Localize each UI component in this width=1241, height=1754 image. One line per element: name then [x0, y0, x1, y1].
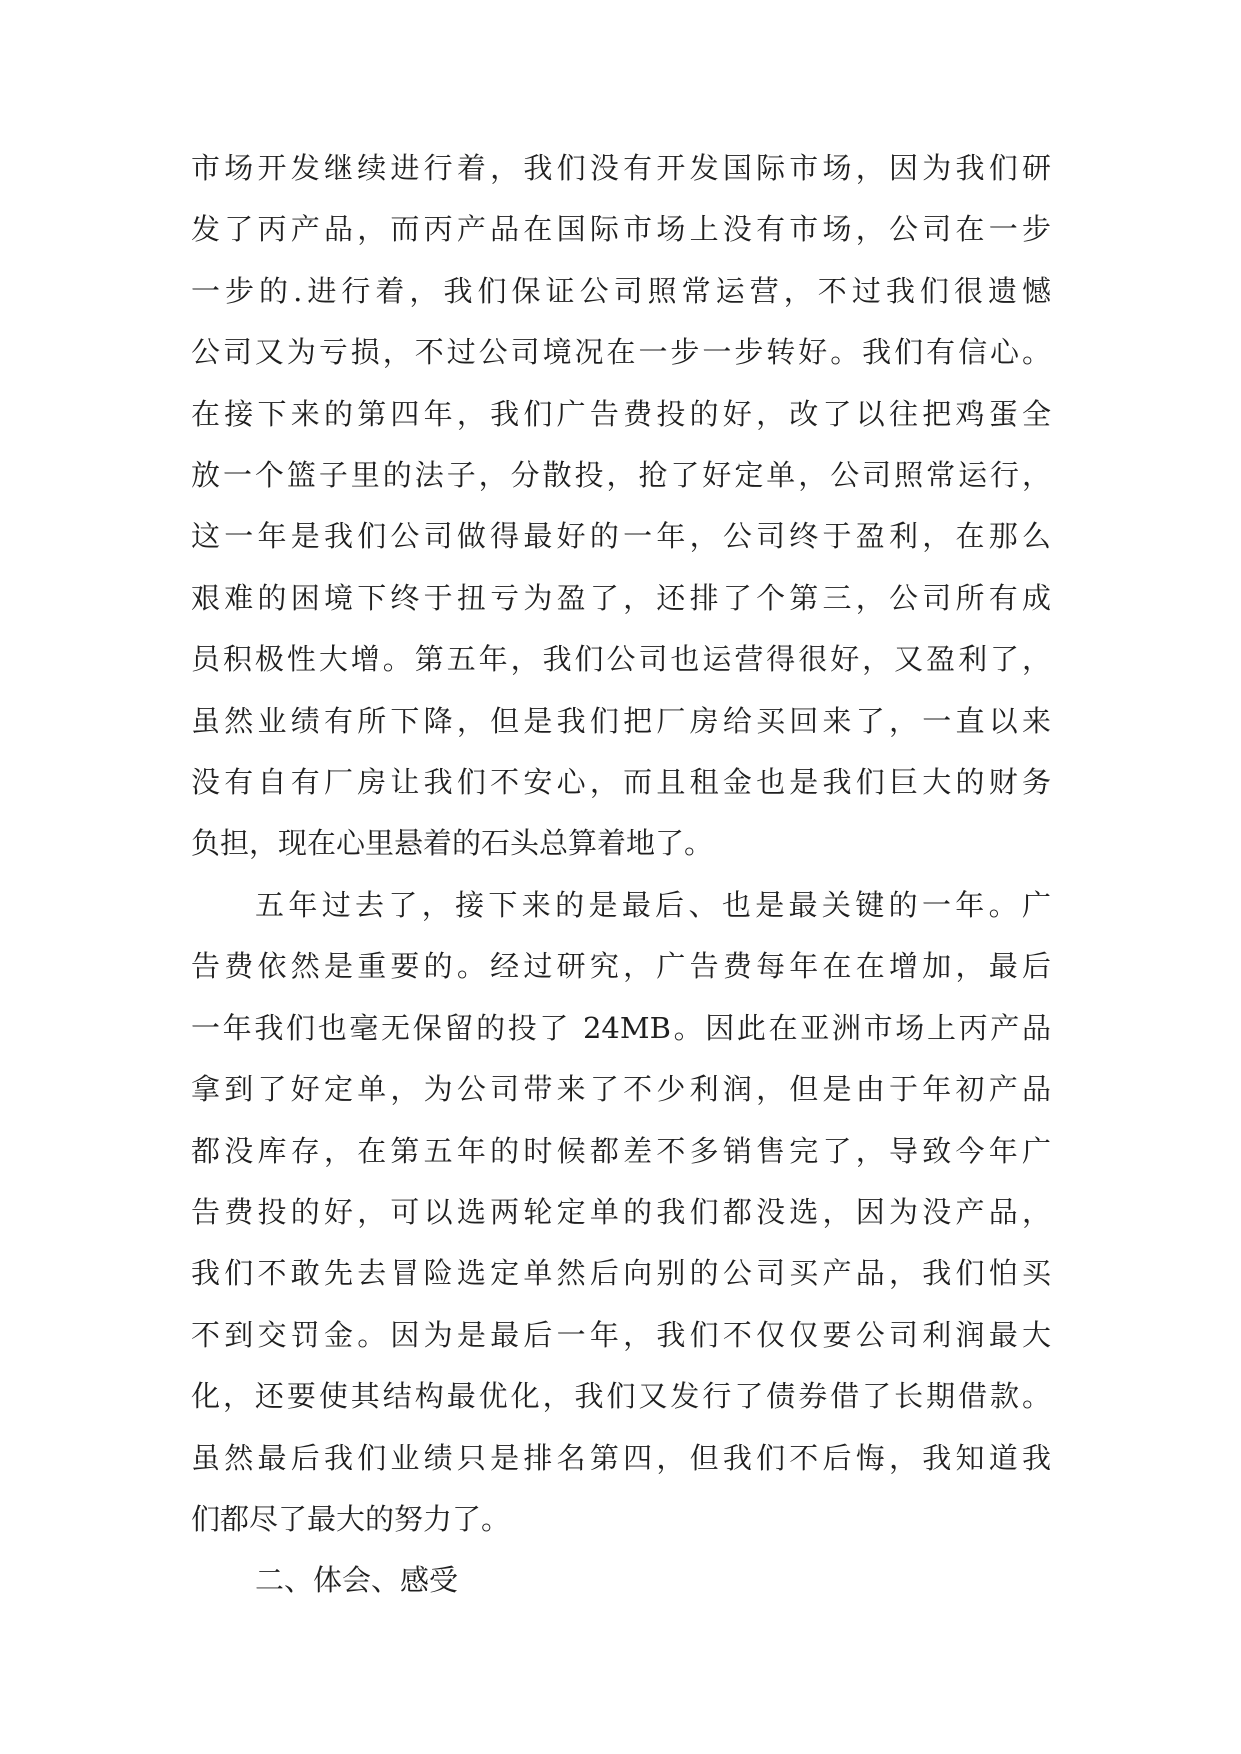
paragraph-1 [191, 138, 1051, 875]
text-line: 一年我们也毫无保留的投了 24MB。因此在亚洲市场上丙产品 [191, 1010, 1051, 1045]
text-line: 都没库存，在第五年的时候都差不多销售完了，导致今年广 [191, 1133, 1051, 1168]
section-heading-text: 二、体会、感受 [255, 1563, 459, 1598]
text-line: 五年过去了，接下来的是最后、也是最关键的一年。广 [255, 887, 1051, 922]
paragraph-2 [191, 875, 1051, 1550]
text-line: 虽然最后我们业绩只是排名第四，但我们不后悔，我知道我 [191, 1440, 1051, 1475]
text-line: 员积极性大增。第五年，我们公司也运营得很好，又盈利了， [191, 642, 1051, 677]
document-body [191, 138, 1051, 1612]
text-line: 艰难的困境下终于扭亏为盈了，还排了个第三，公司所有成 [191, 580, 1051, 615]
text-line: 我们不敢先去冒险选定单然后向别的公司买产品，我们怕买 [191, 1256, 1051, 1291]
text-line: 发了丙产品，而丙产品在国际市场上没有市场，公司在一步 [191, 212, 1051, 247]
text-line: 市场开发继续进行着，我们没有开发国际市场，因为我们研 [191, 151, 1051, 185]
text-line: 不到交罚金。因为是最后一年，我们不仅仅要公司利润最大 [191, 1317, 1051, 1352]
text-line: 化，还要使其结构最优化，我们又发行了债券借了长期借款。 [191, 1379, 1051, 1414]
text-line: 公司又为亏损，不过公司境况在一步一步转好。我们有信心。 [191, 335, 1051, 370]
text-line: 一步的.进行着，我们保证公司照常运营，不过我们很遗憾 [191, 273, 1051, 308]
text-line: 负担，现在心里悬着的石头总算着地了。 [191, 826, 714, 861]
text-line: 没有自有厂房让我们不安心，而且租金也是我们巨大的财务 [191, 765, 1051, 800]
section-heading [191, 1550, 1051, 1611]
text-line: 虽然业绩有所下降，但是我们把厂房给买回来了，一直以来 [191, 703, 1051, 738]
text-line: 告费依然是重要的。经过研究，广告费每年在在增加，最后 [191, 949, 1051, 984]
text-line: 放一个篮子里的法子，分散投，抢了好定单，公司照常运行， [191, 458, 1051, 493]
text-line: 在接下来的第四年，我们广告费投的好，改了以往把鸡蛋全 [191, 396, 1051, 431]
text-line: 拿到了好定单，为公司带来了不少利润，但是由于年初产品 [191, 1072, 1051, 1107]
text-line: 告费投的好，可以选两轮定单的我们都没选，因为没产品， [191, 1194, 1051, 1229]
text-line: 这一年是我们公司做得最好的一年，公司终于盈利，在那么 [191, 519, 1051, 554]
text-line: 们都尽了最大的努力了。 [191, 1501, 511, 1536]
